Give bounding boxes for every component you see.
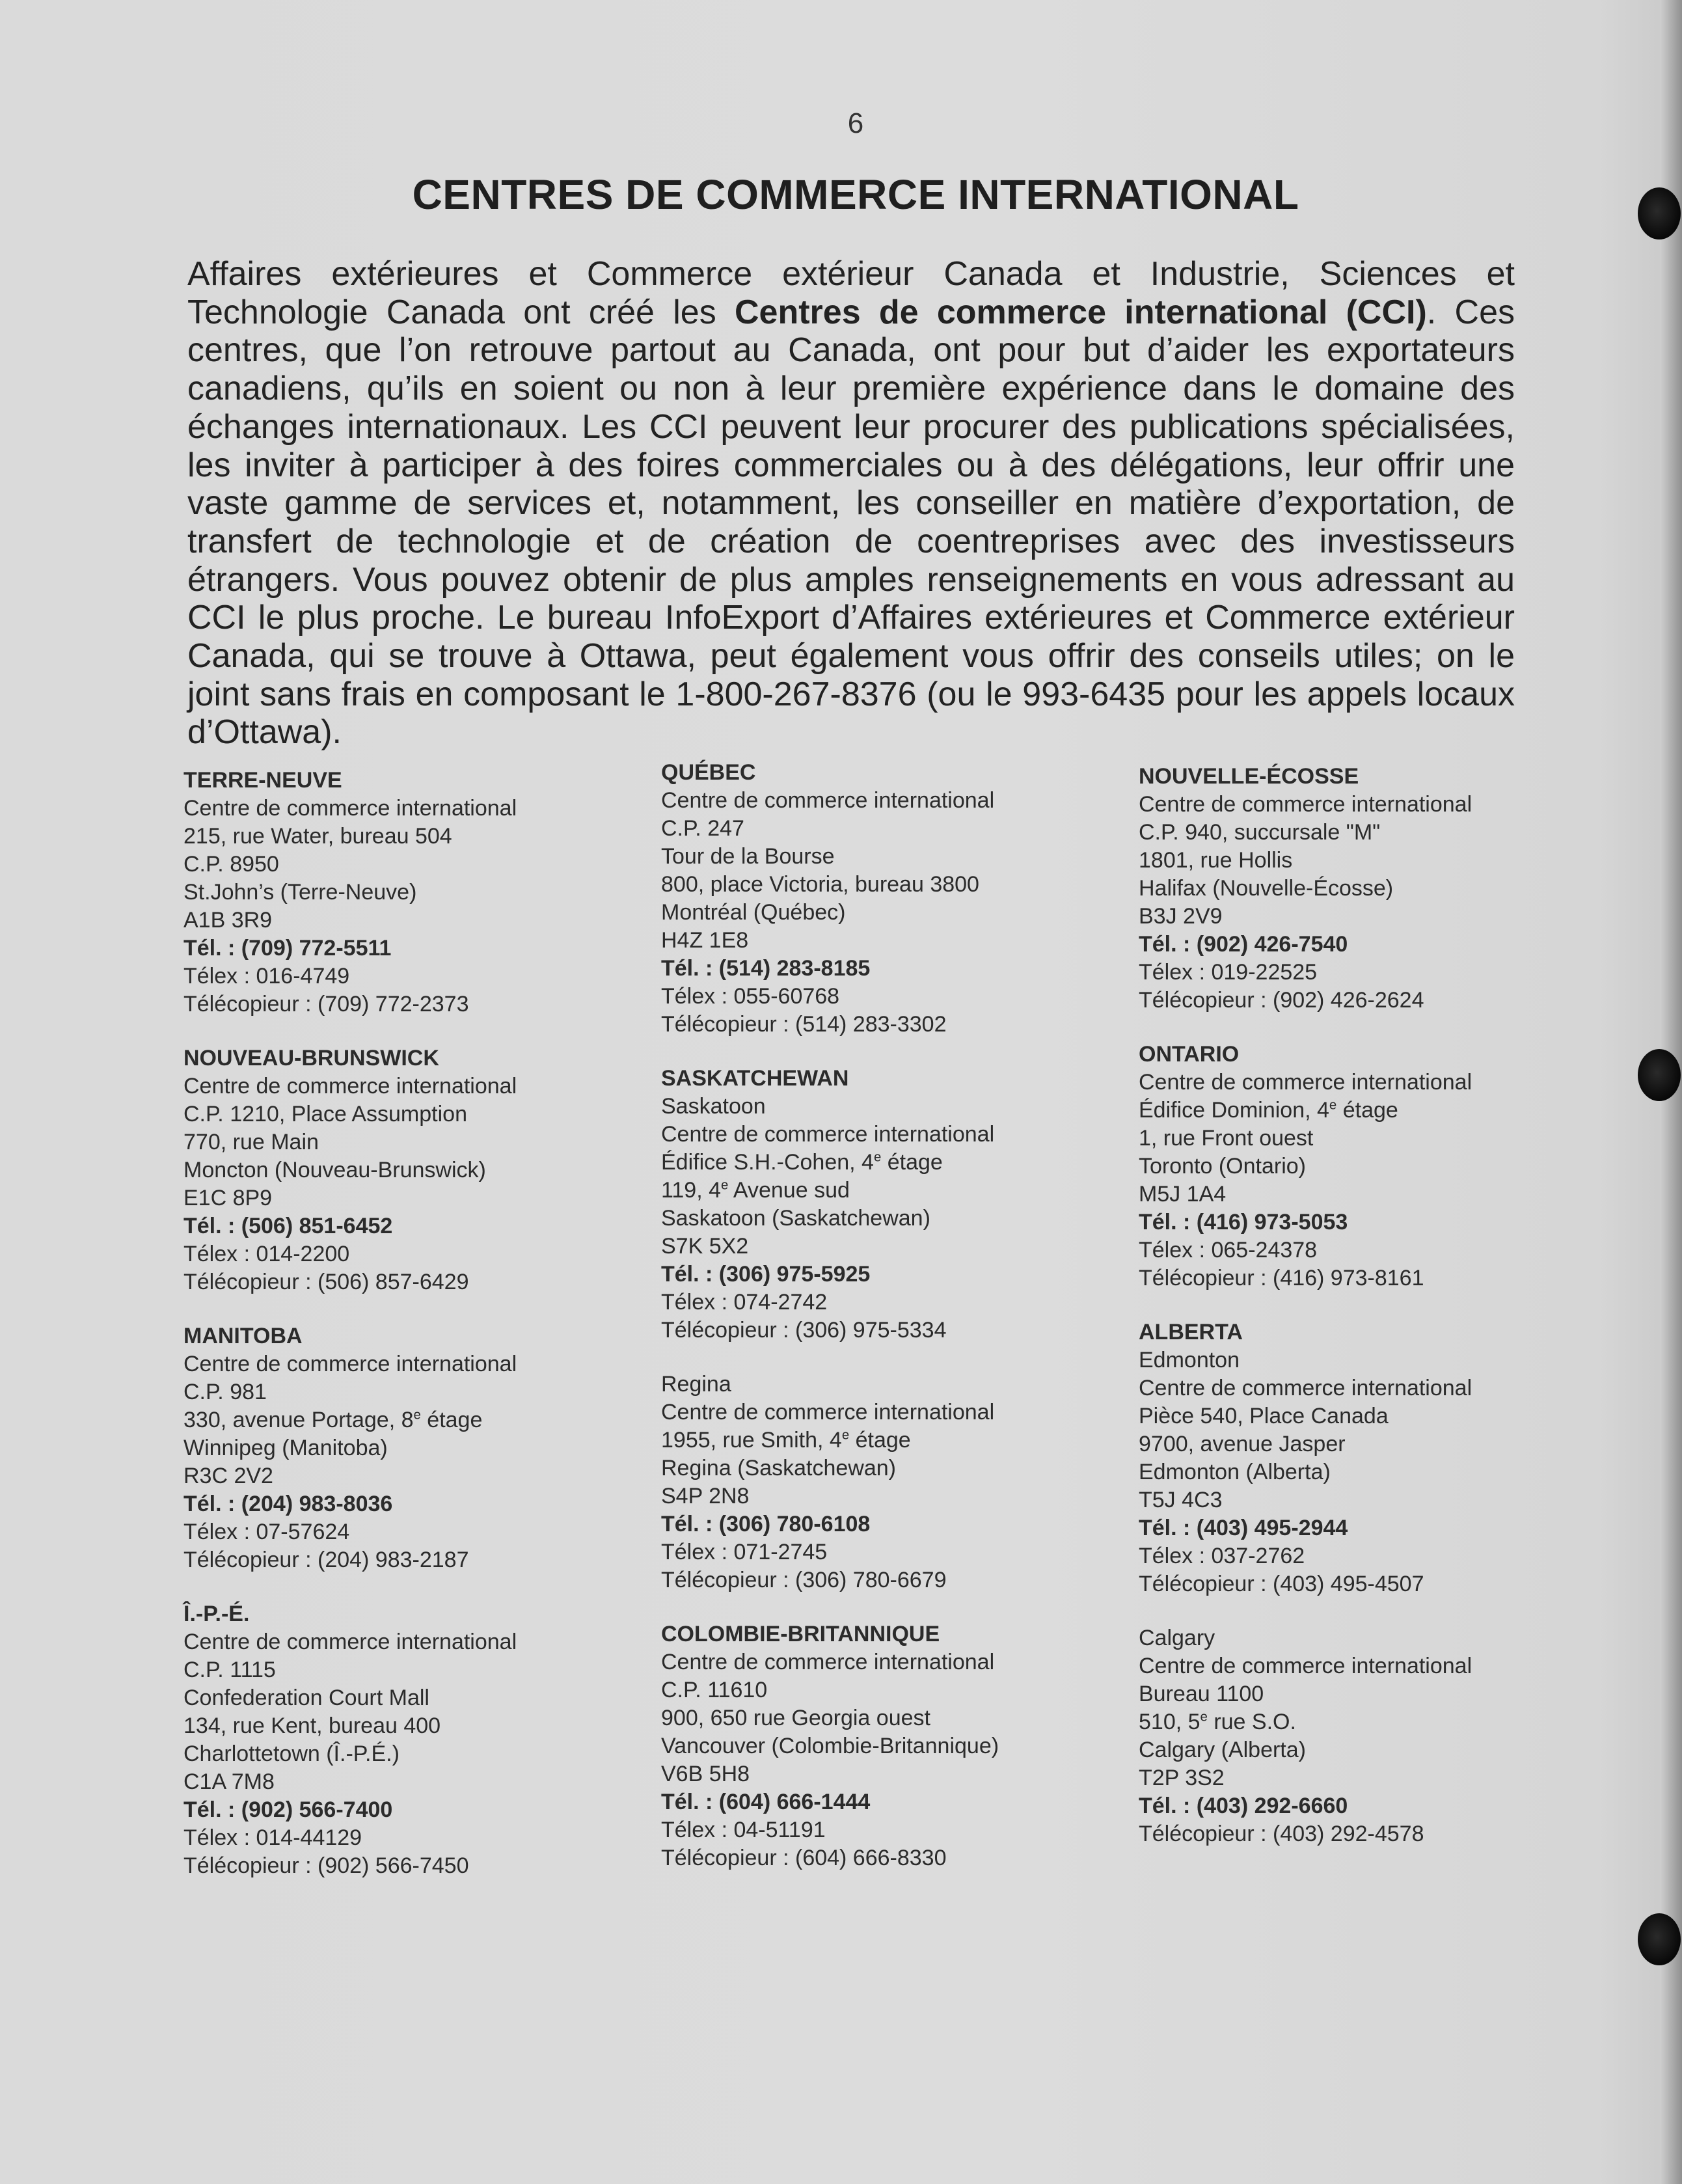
address-line [183, 1406, 639, 1434]
fax: Télécopieur : (416) 973-8161 [1139, 1266, 1424, 1290]
address-column-middle [661, 759, 1117, 1898]
address-line: Centre de commerce international [661, 1650, 995, 1674]
ordinal-suffix: e [1329, 1098, 1337, 1113]
telephone: Tél. : (306) 975-5925 [661, 1262, 871, 1287]
office-alberta-edmonton [1139, 1318, 1594, 1598]
address-line: C.P. 11610 [661, 1678, 768, 1702]
address-text: Avenue sud [728, 1178, 850, 1203]
address-line [1139, 1097, 1594, 1125]
city-name: Regina [661, 1372, 731, 1397]
telex: Télex : 037-2762 [1139, 1544, 1305, 1568]
address-text: rue S.O. [1207, 1710, 1296, 1734]
address-text: Édifice Dominion, 4 [1139, 1098, 1329, 1123]
office-heading: COLOMBIE-BRITANNIQUE [661, 1622, 940, 1646]
address-line: Moncton (Nouveau-Brunswick) [183, 1158, 486, 1182]
telex: Télex : 071-2745 [661, 1540, 828, 1564]
address-column-right [1139, 763, 1594, 1874]
address-line: Calgary (Alberta) [1139, 1738, 1306, 1762]
address-line: 770, rue Main [183, 1130, 319, 1154]
address-line: Centre de commerce international [661, 788, 995, 813]
ordinal-suffix: e [721, 1178, 729, 1193]
telephone: Tél. : (403) 292-6660 [1139, 1794, 1348, 1818]
address-line: M5J 1A4 [1139, 1182, 1227, 1207]
office-saskatchewan-saskatoon [661, 1065, 1117, 1345]
address-line: 134, rue Kent, bureau 400 [183, 1713, 441, 1738]
fax: Télécopieur : (403) 292-4578 [1139, 1822, 1424, 1846]
office-ipe [183, 1600, 639, 1880]
office-heading: ONTARIO [1139, 1042, 1240, 1067]
page-title: CENTRES DE COMMERCE INTERNATIONAL [412, 171, 1299, 218]
fax: Télécopieur : (506) 857-6429 [183, 1270, 469, 1294]
fax: Télécopieur : (306) 975-5334 [661, 1318, 947, 1343]
fax: Télécopieur : (902) 566-7450 [183, 1853, 469, 1878]
address-column-left [183, 767, 639, 1906]
telephone: Tél. : (514) 283-8185 [661, 956, 871, 981]
office-heading: ALBERTA [1139, 1320, 1243, 1345]
office-heading: TERRE-NEUVE [183, 768, 342, 793]
address-line: Toronto (Ontario) [1139, 1154, 1306, 1179]
office-quebec [661, 759, 1117, 1039]
telephone: Tél. : (902) 426-7540 [1139, 932, 1348, 957]
address-line: H4Z 1E8 [661, 928, 749, 953]
address-line: Centre de commerce international [661, 1122, 995, 1147]
fax: Télécopieur : (306) 780-6679 [661, 1568, 947, 1592]
address-line: Centre de commerce international [661, 1400, 995, 1425]
office-manitoba [183, 1322, 639, 1574]
address-line: C.P. 940, succursale "M" [1139, 820, 1381, 845]
address-line: S7K 5X2 [661, 1234, 749, 1259]
address-line: E1C 8P9 [183, 1186, 273, 1210]
address-text: étage [881, 1150, 943, 1175]
address-text: étage [1336, 1098, 1398, 1123]
address-line: St.John’s (Terre-Neuve) [183, 880, 417, 905]
address-text: 1955, rue Smith, 4 [661, 1428, 842, 1453]
office-saskatchewan-regina [661, 1371, 1117, 1594]
address-text: étage [420, 1408, 483, 1432]
ordinal-suffix: e [413, 1408, 421, 1423]
address-line: Centre de commerce international [1139, 1654, 1472, 1678]
address-line: B3J 2V9 [1139, 904, 1223, 929]
office-alberta-calgary [1139, 1624, 1594, 1848]
address-line: Centre de commerce international [1139, 1070, 1472, 1095]
intro-paragraph [187, 255, 1515, 752]
ordinal-suffix: e [1200, 1710, 1208, 1725]
telephone: Tél. : (204) 983-8036 [183, 1492, 393, 1516]
address-line: Centre de commerce international [183, 1630, 517, 1654]
address-line: C.P. 981 [183, 1380, 267, 1404]
address-line: Centre de commerce international [183, 1352, 517, 1376]
office-heading: QUÉBEC [661, 760, 756, 785]
office-colombie-britannique [661, 1620, 1117, 1872]
telephone: Tél. : (604) 666-1444 [661, 1790, 871, 1814]
address-line [661, 1426, 1117, 1454]
office-heading: SASKATCHEWAN [661, 1066, 849, 1091]
binder-hole-bottom [1638, 1913, 1681, 1965]
address-line: A1B 3R9 [183, 908, 273, 933]
address-line: C.P. 247 [661, 816, 744, 841]
office-heading: NOUVEAU-BRUNSWICK [183, 1046, 439, 1071]
address-line: 800, place Victoria, bureau 3800 [661, 872, 979, 897]
telex: Télex : 074-2742 [661, 1290, 828, 1315]
address-line: Saskatoon (Saskatchewan) [661, 1206, 930, 1231]
address-line: V6B 5H8 [661, 1762, 750, 1786]
address-line: 9700, avenue Jasper [1139, 1432, 1346, 1456]
office-heading: NOUVELLE-ÉCOSSE [1139, 764, 1359, 789]
fax: Télécopieur : (902) 426-2624 [1139, 988, 1424, 1013]
address-line: S4P 2N8 [661, 1484, 750, 1508]
address-line: Bureau 1100 [1139, 1682, 1264, 1706]
office-heading: Î.-P.-É. [183, 1602, 250, 1626]
address-text: étage [849, 1428, 911, 1453]
office-ontario [1139, 1041, 1594, 1292]
address-line: C.P. 1210, Place Assumption [183, 1102, 467, 1126]
intro-text-bold: Centres de commerce international (CCI) [735, 293, 1427, 331]
telex: Télex : 07-57624 [183, 1520, 350, 1544]
address-line: C.P. 1115 [183, 1658, 276, 1682]
address-line: T2P 3S2 [1139, 1766, 1225, 1790]
address-text: 119, 4 [661, 1178, 722, 1203]
address-line: 900, 650 rue Georgia ouest [661, 1706, 930, 1730]
telephone: Tél. : (416) 973-5053 [1139, 1210, 1348, 1235]
address-line: T5J 4C3 [1139, 1488, 1223, 1512]
address-line: Regina (Saskatchewan) [661, 1456, 896, 1481]
address-line: R3C 2V2 [183, 1464, 273, 1488]
address-line: Centre de commerce international [183, 796, 517, 821]
telephone: Tél. : (403) 495-2944 [1139, 1516, 1348, 1540]
telex: Télex : 016-4749 [183, 964, 350, 989]
telephone: Tél. : (506) 851-6452 [183, 1214, 393, 1238]
address-line: Centre de commerce international [183, 1074, 517, 1099]
address-line: Pièce 540, Place Canada [1139, 1404, 1389, 1428]
address-line: Centre de commerce international [1139, 1376, 1472, 1400]
telex: Télex : 014-2200 [183, 1242, 350, 1266]
address-line: C.P. 8950 [183, 852, 279, 877]
address-line [1139, 1708, 1594, 1736]
telex: Télex : 04-51191 [661, 1818, 826, 1842]
address-line [661, 1149, 1117, 1177]
intro-text-1: Affaires extérieures et Commerce extérieur Canada et Industrie, Sciences et Technologie Canada ont créé les [187, 255, 1515, 331]
fax: Télécopieur : (604) 666-8330 [661, 1846, 947, 1870]
fax: Télécopieur : (709) 772-2373 [183, 992, 469, 1017]
fax: Télécopieur : (403) 495-4507 [1139, 1572, 1424, 1596]
address-line: 215, rue Water, bureau 504 [183, 824, 452, 849]
address-line: 1801, rue Hollis [1139, 848, 1293, 873]
address-text: 510, 5 [1139, 1710, 1200, 1734]
intro-text-2: . Ces centres, que l’on retrouve partout au Canada, ont pour but d’aider les exportateurs canadiens, qu’ils en soient ou non à leur première expérience dans le domaine des échanges internationaux. Les CCI peuvent leur procurer des publications spécialisées, les inviter à participer à des foires commerciales ou à des délégations, leur offrir une vaste gamme de services et, notamment, les conseiller en matière d’exportation, de transfert de technologie et de création de coentreprises avec des investisseurs étrangers. Vous pouvez obtenir de plus amples renseignements en vous adressant au CCI le plus proche. Le bureau InfoExport d’Affaires extérieures et Commerce extérieur Canada, qui se trouve à Ottawa, peut également vous offrir des conseils utiles; on le joint sans frais en composant le 1-800-267-8376 (ou le 993-6435 pour les appels locaux d’Ottawa). [187, 293, 1515, 752]
city-name: Saskatoon [661, 1094, 766, 1119]
city-name: Edmonton [1139, 1348, 1240, 1372]
telephone: Tél. : (709) 772-5511 [183, 936, 392, 961]
address-line [661, 1177, 1117, 1205]
fax: Télécopieur : (514) 283-3302 [661, 1012, 947, 1037]
telex: Télex : 014-44129 [183, 1825, 362, 1850]
telephone: Tél. : (902) 566-7400 [183, 1797, 393, 1822]
address-line: Tour de la Bourse [661, 844, 835, 869]
office-terre-neuve [183, 767, 639, 1018]
address-line: 1, rue Front ouest [1139, 1126, 1314, 1151]
fax: Télécopieur : (204) 983-2187 [183, 1548, 469, 1572]
office-nouveau-brunswick [183, 1044, 639, 1296]
address-line: Edmonton (Alberta) [1139, 1460, 1331, 1484]
telephone: Tél. : (306) 780-6108 [661, 1512, 871, 1536]
office-heading: MANITOBA [183, 1324, 303, 1348]
address-text: 330, avenue Portage, 8 [183, 1408, 414, 1432]
ordinal-suffix: e [841, 1428, 850, 1443]
telex: Télex : 055-60768 [661, 984, 840, 1009]
binder-hole-middle [1638, 1049, 1681, 1101]
address-line: Halifax (Nouvelle-Écosse) [1139, 876, 1394, 901]
address-line: C1A 7M8 [183, 1769, 275, 1794]
office-nouvelle-ecosse [1139, 763, 1594, 1015]
address-line: Montréal (Québec) [661, 900, 846, 925]
telex: Télex : 019-22525 [1139, 960, 1318, 985]
address-line: Charlottetown (Î.-P.É.) [183, 1741, 400, 1766]
telex: Télex : 065-24378 [1139, 1238, 1318, 1263]
address-line: Confederation Court Mall [183, 1686, 429, 1710]
address-line: Centre de commerce international [1139, 792, 1472, 817]
page-number: 6 [847, 107, 864, 139]
address-text: Édifice S.H.-Cohen, 4 [661, 1150, 874, 1175]
address-line: Winnipeg (Manitoba) [183, 1436, 388, 1460]
city-name: Calgary [1139, 1626, 1215, 1650]
ordinal-suffix: e [873, 1150, 882, 1165]
address-line: Vancouver (Colombie-Britannique) [661, 1734, 999, 1758]
